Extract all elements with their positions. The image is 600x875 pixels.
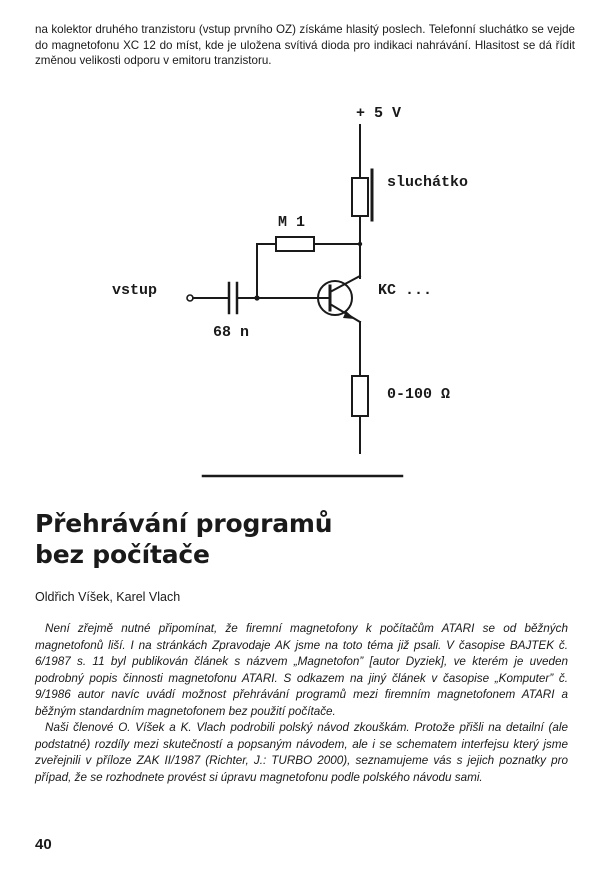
article-title-line2: bez počítače xyxy=(35,540,210,569)
article-lead xyxy=(35,621,568,786)
earphone-symbol xyxy=(352,178,368,216)
feedback-resistor xyxy=(276,237,314,251)
resistor-label: M 1 xyxy=(278,214,306,231)
article-title xyxy=(35,508,332,570)
article-title-line1: Přehrávání programů xyxy=(35,509,333,538)
lead-paragraph-2: Naši členové O. Víšek a K. Vlach podrobili polský návod zkouškám. Protože přišli na detailní (ale podstatné) rozdíly mezi skutečností a popsaným návodem, ale i se schematem interfejsu který jsme zveřejnili v příloze ZAK II/1987 (Richter, J.: TURBO 2000), seznamujeme vás s jejich poznatky pro případ, že se rozhodnete provést si úpravu magnetofonu podle polského návodu sami. xyxy=(35,721,568,784)
intro-paragraph: na kolektor druhého tranzistoru (vstup prvního OZ) získáme hlasitý poslech. Telefonní sluchátko se vejde do magnetofonu XC 12 do míst, kde je uložena svítivá dioda pro indikaci nahrávání. Hlasitost se dá řídit změnou velikosti odporu v emitoru tranzistoru. xyxy=(35,23,575,67)
article-authors: Oldřich Víšek, Karel Vlach xyxy=(35,590,181,604)
pot-label: 0-100 Ω xyxy=(387,386,451,403)
lead-paragraph-1: Není zřejmě nutné připomínat, že firemní magnetofony k počítačům ATARI se od běžných magnetofonů liší. I na stránkách Zpravodaje AK jsme na toto téma již psali. V časopise BAJTEK č. 6/1987 s. 11 byl publikován článek s názvem „Magnetofon” [autor Dyziek], ve kterém je uveden podrobný popis činnosti magnetofonu ATARI. S odkazem na jiný článek v časopise „Komputer” č. 9/1986 autor navíc uvádí možnost přehrávání programů mezi firemním magnetofonem ATARI a běžným standardním magnetofonem bez použití počítače. xyxy=(35,622,568,718)
earphone-label: sluchátko xyxy=(387,174,469,191)
capacitor-label: 68 n xyxy=(213,324,250,341)
transistor-label: KC ... xyxy=(378,282,433,299)
page-number: 40 xyxy=(35,836,52,853)
input-label: vstup xyxy=(112,282,158,299)
emitter-resistor xyxy=(352,376,368,416)
junction-dot-collector xyxy=(358,242,362,246)
supply-label: + 5 V xyxy=(356,105,402,122)
